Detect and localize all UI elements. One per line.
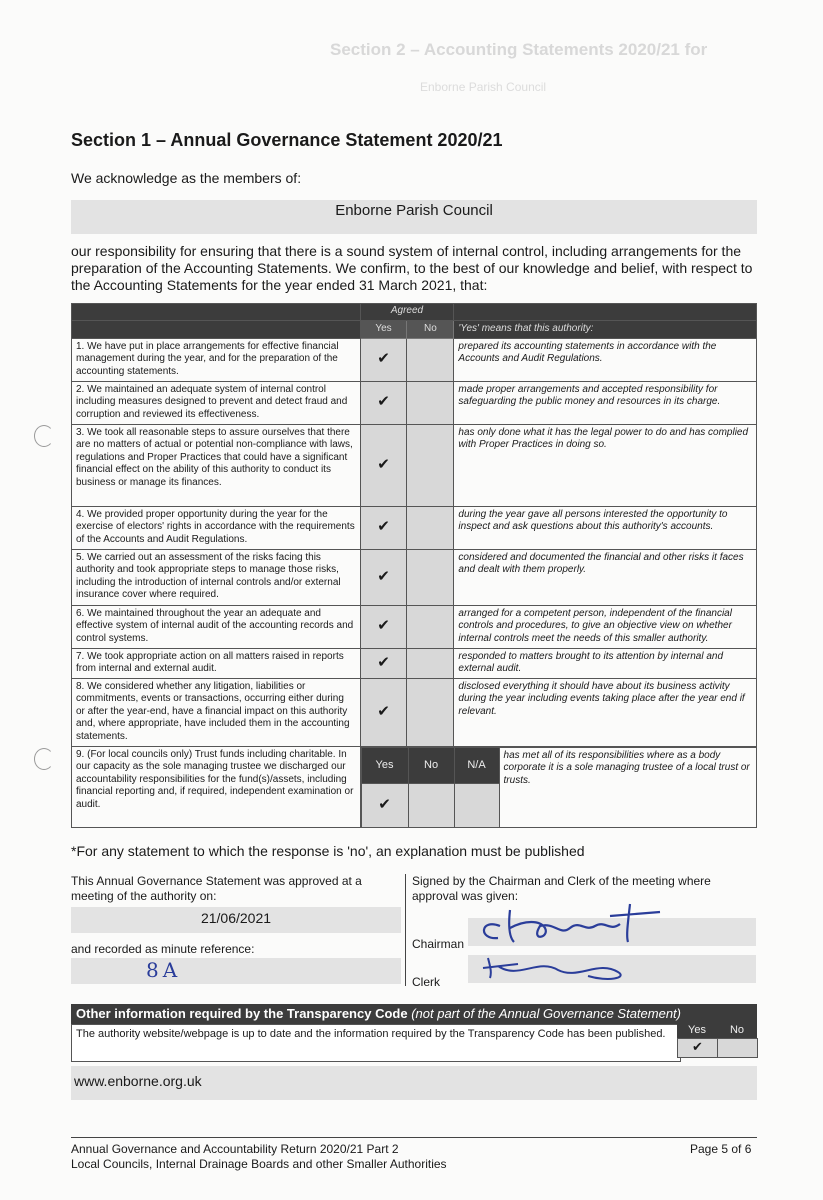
website-field[interactable] bbox=[71, 1066, 757, 1100]
yes-checkbox[interactable]: ✔ bbox=[360, 549, 407, 605]
no-column-header: No bbox=[407, 321, 454, 339]
means-column-header: 'Yes' means that this authority: bbox=[454, 321, 757, 339]
transparency-yes-header: Yes bbox=[688, 1024, 706, 1036]
chairman-label: Chairman bbox=[412, 937, 465, 951]
transparency-statement: The authority website/webpage is up to date and the information required by the Transparency Code has been published. bbox=[71, 1024, 681, 1062]
website-address: www.enborne.org.uk bbox=[74, 1073, 202, 1089]
transparency-header bbox=[71, 1004, 757, 1026]
minute-reference: 8A bbox=[146, 958, 182, 982]
footer-rule bbox=[71, 1137, 757, 1138]
responsibility-paragraph: our responsibility for ensuring that there is a sound system of internal control, including arrangements for the preparation of the Accounting Statements. We confirm, to the best of our knowledge and belief, with respect to the Accounting Statements for the year ended 31 March 2021, that: bbox=[71, 243, 753, 293]
page-number: Page 5 of 6 bbox=[690, 1142, 752, 1156]
na-checkbox[interactable] bbox=[454, 783, 499, 827]
section-title: Section 1 – Annual Governance Statement 2020/21 bbox=[71, 130, 503, 150]
punch-hole bbox=[34, 748, 54, 770]
table-row bbox=[72, 381, 757, 424]
approval-text: This Annual Governance Statement was approved at a meeting of the authority on: bbox=[71, 874, 362, 903]
meaning: disclosed everything it should have about its business activity during the year including events taking place after the year end if relevant. bbox=[454, 678, 757, 746]
divider bbox=[405, 874, 406, 986]
transparency-yes-checkbox[interactable]: ✔ bbox=[677, 1038, 718, 1058]
yes-checkbox[interactable]: ✔ bbox=[360, 424, 407, 506]
row9-grid bbox=[361, 747, 757, 828]
statement: 3. We took all reasonable steps to assure ourselves that there are no matters of actual or potential non-compliance with laws, regulations and Proper Practices that could have a significant financial effect on the ability of this authority to conduct its business or manage its finances. bbox=[72, 424, 361, 506]
clerk-label: Clerk bbox=[412, 975, 441, 989]
meaning: has only done what it has the legal power to do and has complied with Proper Practices in doing so. bbox=[454, 424, 757, 506]
meaning: during the year gave all persons interested the opportunity to inspect and ask questions about this authority's accounts. bbox=[454, 506, 757, 549]
no-checkbox[interactable] bbox=[407, 381, 454, 424]
table-row bbox=[72, 648, 757, 678]
transparency-yn-header bbox=[677, 1024, 757, 1038]
bleed-through-subheading: Enborne Parish Council bbox=[420, 80, 547, 94]
table-row bbox=[72, 549, 757, 605]
meaning: made proper arrangements and accepted responsibility for safeguarding the public money and resources in its charge. bbox=[454, 381, 757, 424]
minute-reference-field[interactable] bbox=[71, 958, 401, 984]
table-row bbox=[72, 678, 757, 746]
governance-table bbox=[71, 303, 757, 828]
table-row bbox=[72, 605, 757, 648]
statement: 9. (For local councils only) Trust funds including charitable. In our capacity as the sole managing trustee we discharged our accountability responsibilities for the fund(s)/assets, including financial reporting and, if required, independent examination or audit. bbox=[72, 746, 361, 828]
statement: 4. We provided proper opportunity during the year for the exercise of electors' rights in accordance with the requirements of the Accounts and Audit Regulations. bbox=[72, 506, 361, 549]
meeting-date-field[interactable] bbox=[71, 907, 401, 933]
yes-checkbox[interactable]: ✔ bbox=[361, 783, 408, 827]
statement: 2. We maintained an adequate system of internal control including measures designed to prevent and detect fraud and corruption and reviewed its effectiveness. bbox=[72, 381, 361, 424]
yes-checkbox[interactable]: ✔ bbox=[360, 338, 407, 381]
meaning: arranged for a competent person, independent of the financial controls and procedures, to give an objective view on whether internal controls meet the needs of this smaller authority. bbox=[454, 605, 757, 648]
yes-checkbox[interactable]: ✔ bbox=[360, 648, 407, 678]
table-header bbox=[72, 321, 757, 339]
footer-line-1: Annual Governance and Accountability Return 2020/21 Part 2 bbox=[71, 1142, 399, 1156]
chairman-signature bbox=[470, 898, 670, 948]
transparency-no-checkbox[interactable] bbox=[717, 1038, 758, 1058]
agreed-label: Agreed bbox=[360, 304, 454, 321]
table-row bbox=[72, 506, 757, 549]
transparency-note: (not part of the Annual Governance Statement) bbox=[411, 1006, 681, 1021]
bleed-through-heading: Section 2 – Accounting Statements 2020/21 for bbox=[330, 40, 708, 59]
footer-line-2: Local Councils, Internal Drainage Boards and other Smaller Authorities bbox=[71, 1157, 447, 1171]
no-checkbox[interactable] bbox=[407, 648, 454, 678]
yes-checkbox[interactable]: ✔ bbox=[360, 381, 407, 424]
acknowledge-text: We acknowledge as the members of: bbox=[71, 170, 302, 186]
yes-column-header: Yes bbox=[360, 321, 407, 339]
yes-checkbox[interactable]: ✔ bbox=[360, 678, 407, 746]
statement: 5. We carried out an assessment of the risks facing this authority and took appropriate steps to manage those risks, including the introduction of internal controls and/or external insurance cover where required. bbox=[72, 549, 361, 605]
row9-no-header: No bbox=[408, 747, 454, 783]
authority-name-field bbox=[71, 200, 757, 234]
no-checkbox[interactable] bbox=[407, 605, 454, 648]
no-checkbox[interactable] bbox=[407, 424, 454, 506]
table-header-top bbox=[72, 304, 757, 321]
meaning: prepared its accounting statements in accordance with the Accounts and Audit Regulations. bbox=[454, 338, 757, 381]
yes-checkbox[interactable]: ✔ bbox=[360, 506, 407, 549]
statement: 1. We have put in place arrangements for effective financial management during the year, and for the preparation of the accounting statements. bbox=[72, 338, 361, 381]
minute-reference-label: and recorded as minute reference: bbox=[71, 942, 255, 956]
meaning: has met all of its responsibilities where as a body corporate it is a sole managing trustee of a local trust or trusts. bbox=[499, 747, 756, 827]
statement: 7. We took appropriate action on all matters raised in reports from internal and external audit. bbox=[72, 648, 361, 678]
footer-text bbox=[71, 1142, 447, 1172]
no-checkbox[interactable] bbox=[407, 506, 454, 549]
meaning: considered and documented the financial and other risks it faces and dealt with them properly. bbox=[454, 549, 757, 605]
row9-na-header: N/A bbox=[454, 747, 499, 783]
no-checkbox[interactable] bbox=[407, 549, 454, 605]
no-checkbox[interactable] bbox=[407, 338, 454, 381]
table-row bbox=[72, 338, 757, 381]
meeting-date: 21/06/2021 bbox=[200, 910, 272, 926]
transparency-title: Other information required by the Transparency Code bbox=[76, 1006, 408, 1021]
clerk-signature bbox=[478, 950, 648, 984]
transparency-no-header: No bbox=[729, 1024, 745, 1036]
punch-hole bbox=[34, 425, 54, 447]
table-row-9 bbox=[72, 746, 757, 828]
no-checkbox[interactable] bbox=[407, 678, 454, 746]
no-checkbox[interactable] bbox=[408, 783, 454, 827]
meaning: responded to matters brought to its attention by internal and external audit. bbox=[454, 648, 757, 678]
signed-by-text: Signed by the Chairman and Clerk of the meeting where approval was given: bbox=[412, 874, 711, 903]
statement: 8. We considered whether any litigation, liabilities or commitments, events or transactions, occurring either during or after the year-end, have a financial impact on this authority and, where appropriate, have included them in the accounting statements. bbox=[72, 678, 361, 746]
yes-checkbox[interactable]: ✔ bbox=[360, 605, 407, 648]
authority-name: Enborne Parish Council bbox=[335, 202, 493, 219]
statement: 6. We maintained throughout the year an adequate and effective system of internal audit of the accounting records and control systems. bbox=[72, 605, 361, 648]
table-row bbox=[72, 424, 757, 506]
row9-yes-header: Yes bbox=[361, 747, 408, 783]
footnote: *For any statement to which the response is 'no', an explanation must be published bbox=[71, 843, 585, 859]
